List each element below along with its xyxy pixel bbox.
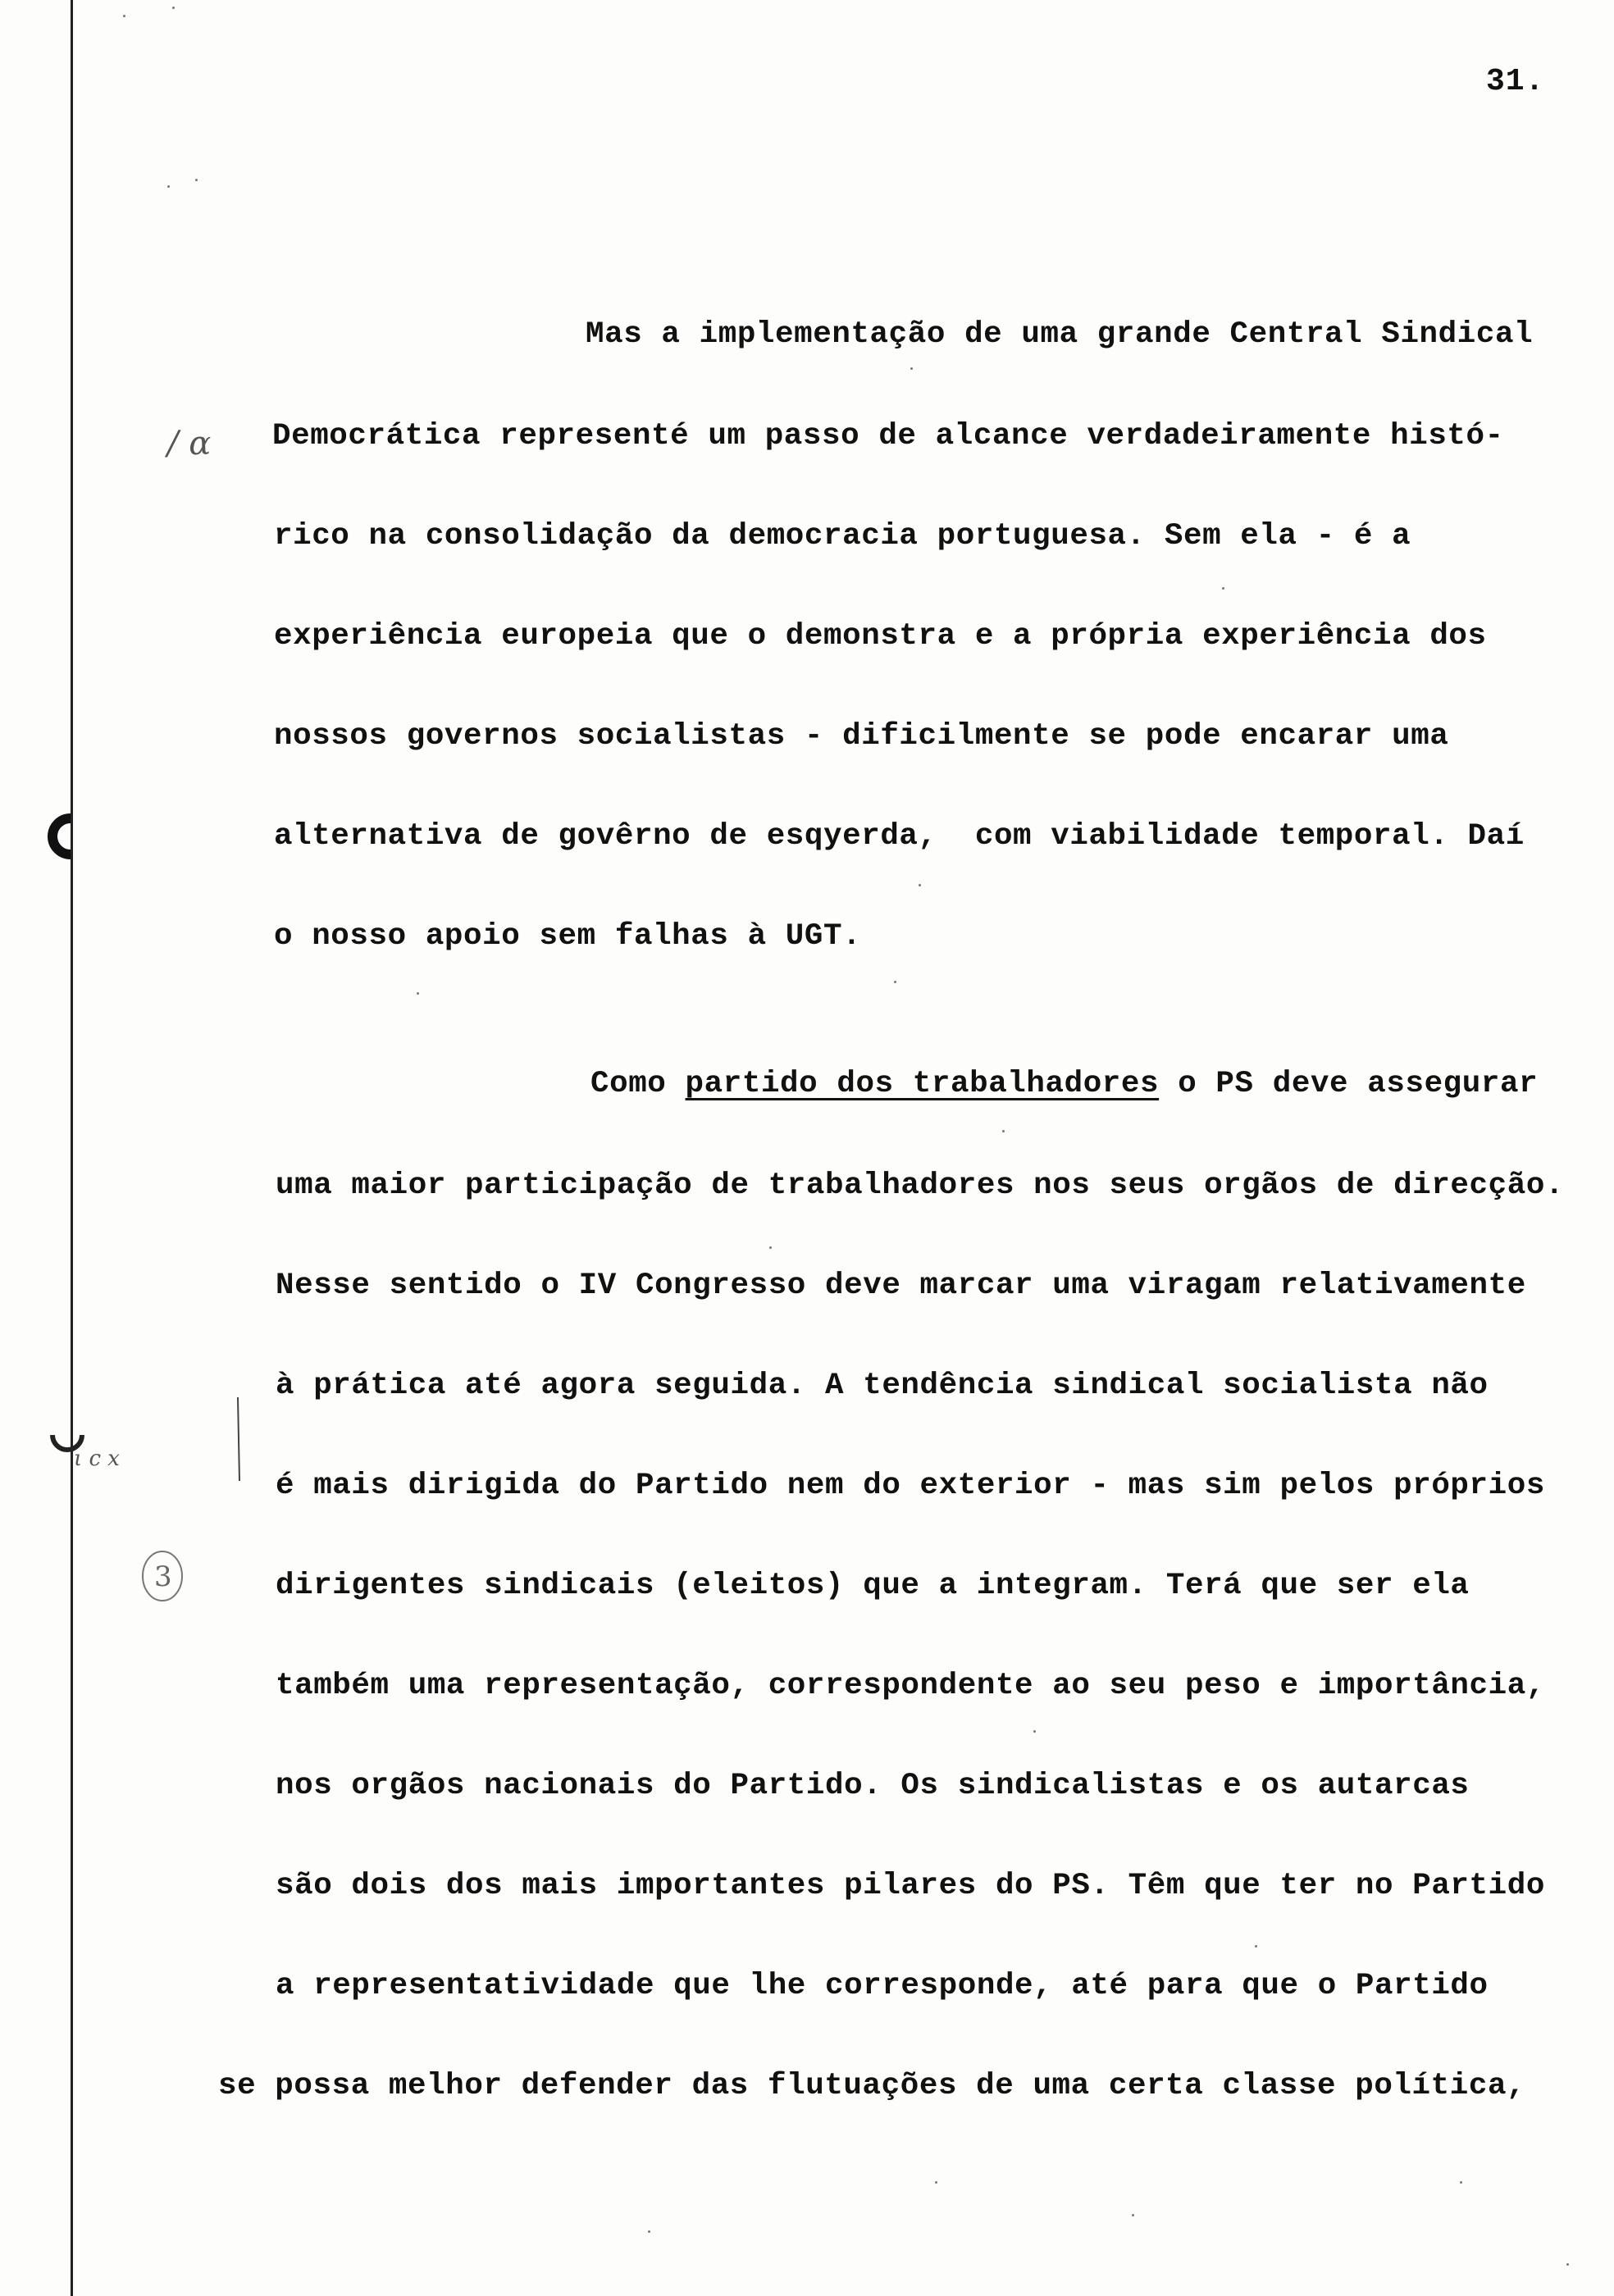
paragraph1-line-1: Mas a implementação de uma grande Central Sindical [586,317,1534,352]
paragraph2-line-2: uma maior participação de trabalhadores nos seus orgãos de direcção. [276,1168,1565,1203]
scan-speck [1002,1130,1005,1132]
paragraph2-line-7: também uma representação, correspondente ao seu peso e importância, [276,1669,1545,1703]
scan-speck [1033,1730,1036,1733]
scan-speck [417,992,419,995]
binding-edge-line [71,0,73,2296]
paragraph2-line-8: nos orgãos nacionais do Partido. Os sindicalistas e os autarcas [276,1769,1470,1803]
paragraph1-line-3: rico na consolidação da democracia portuguesa. Sem ela - é a [274,519,1411,554]
paragraph1-line-6: alternativa de govêrno de esqyerda, com viabilidade temporal. Daí [274,819,1525,854]
scan-speck [648,2230,650,2233]
scan-speck [935,2181,937,2184]
scan-speck [769,1246,772,1249]
paragraph1-line-7: o nosso apoio sem falhas à UGT. [274,919,862,954]
scan-speck [1132,2214,1134,2216]
scan-speck [1255,1945,1257,1947]
scan-speck [195,179,198,181]
paragraph1-line-2: Democrática representé um passo de alcance verdadeiramente histó- [272,419,1504,453]
paragraph2-line-11: se possa melhor defender das flutuações de uma certa classe política, [218,2069,1526,2103]
underlined-phrase: partido dos trabalhadores [685,1067,1160,1101]
paragraph2-line-3: Nesse sentido o IV Congresso deve marcar uma viragam relativamente [276,1269,1526,1303]
margin-note-2: ι c x [74,1446,120,1471]
circled-number-text: 3 [154,1560,172,1593]
paragraph2-line-1 [590,1069,1538,1100]
paragraph2-line-10: a representatividade que lhe corresponde, até para que o Partido [276,1969,1489,2003]
paragraph2-prefix: Como [590,1067,686,1101]
scan-speck [1460,2181,1462,2184]
punch-hole-mark-top [43,812,92,861]
circled-number-mark [131,1542,197,1615]
paragraph2-line-5: é mais dirigida do Partido nem do exterior - mas sim pelos próprios [276,1469,1545,1503]
paragraph1-line-5: nossos governos socialistas - dificilmente se pode encarar uma [274,719,1449,754]
paragraph2-line-9: são dois dos mais importantes pilares do PS. Têm que ter no Partido [276,1869,1545,1903]
scan-speck [919,884,921,886]
scan-speck [123,15,125,17]
page-number: 31. [1486,64,1545,99]
scan-speck [1566,2263,1569,2266]
paragraph1-line-4: experiência europeia que o demonstra e a própria experiência dos [274,619,1487,654]
scan-speck [172,7,175,9]
scan-speck [167,185,170,188]
paragraph2-line-4: à prática até agora seguida. A tendência sindical socialista não [276,1369,1489,1403]
scan-speck [910,367,913,370]
paragraph2-line-6: dirigentes sindicais (eleitos) que a integram. Terá que ser ela [276,1569,1470,1603]
scan-speck [1222,587,1224,590]
scan-speck [894,981,896,983]
vertical-margin-stroke [230,1394,246,1484]
paragraph2-suffix: o PS deve assegurar [1159,1067,1539,1101]
margin-note-1: / α [167,425,212,462]
